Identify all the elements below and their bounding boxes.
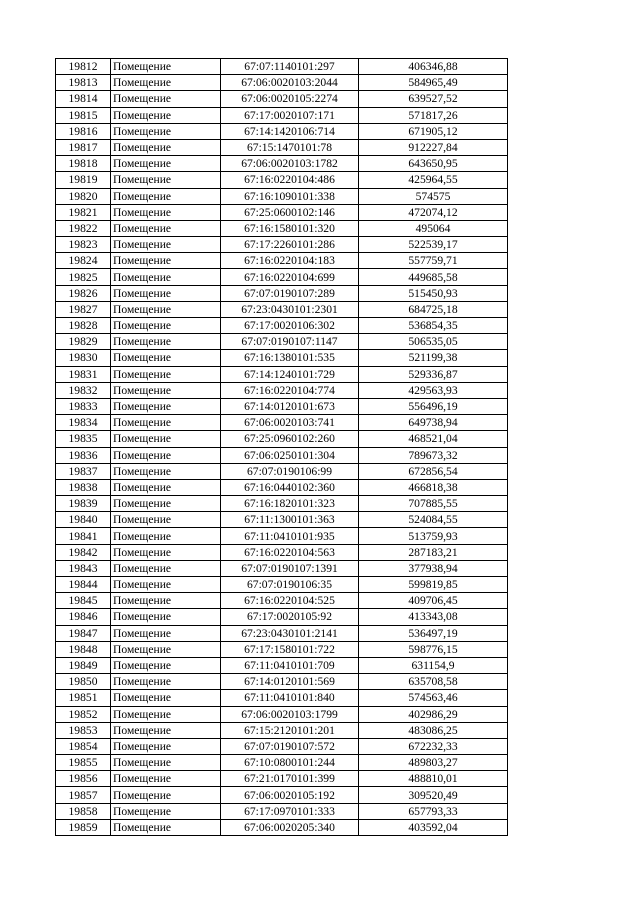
- table-row: [56, 577, 508, 593]
- value-cell: 402986,29: [359, 706, 508, 722]
- cadastral-number-cell: 67:15:2120101:201: [221, 722, 359, 738]
- object-type-cell: Помещение: [111, 431, 221, 447]
- cadastral-number-cell: 67:11:0410101:709: [221, 657, 359, 673]
- table-row: [56, 269, 508, 285]
- object-type-cell: Помещение: [111, 674, 221, 690]
- value-cell: 574575: [359, 188, 508, 204]
- cadastral-number-cell: 67:21:0170101:399: [221, 771, 359, 787]
- object-type-cell: Помещение: [111, 803, 221, 819]
- row-number-cell: 19849: [56, 657, 111, 673]
- cadastral-number-cell: 67:16:0220104:183: [221, 253, 359, 269]
- table-row: [56, 188, 508, 204]
- value-cell: 672232,33: [359, 738, 508, 754]
- value-cell: 472074,12: [359, 204, 508, 220]
- cadastral-number-cell: 67:23:0430101:2301: [221, 301, 359, 317]
- table-row: [56, 334, 508, 350]
- table-row: [56, 738, 508, 754]
- object-type-cell: Помещение: [111, 577, 221, 593]
- table-row: [56, 253, 508, 269]
- table-row: [56, 415, 508, 431]
- table-row: [56, 819, 508, 835]
- value-cell: 707885,55: [359, 496, 508, 512]
- table-row: [56, 301, 508, 317]
- value-cell: 377938,94: [359, 560, 508, 576]
- cadastral-number-cell: 67:16:1820101:323: [221, 496, 359, 512]
- object-type-cell: Помещение: [111, 819, 221, 835]
- row-number-cell: 19829: [56, 334, 111, 350]
- row-number-cell: 19813: [56, 75, 111, 91]
- cadastral-number-cell: 67:11:0410101:935: [221, 528, 359, 544]
- object-type-cell: Помещение: [111, 107, 221, 123]
- value-cell: 413343,08: [359, 609, 508, 625]
- value-cell: 599819,85: [359, 577, 508, 593]
- object-type-cell: Помещение: [111, 463, 221, 479]
- value-cell: 403592,04: [359, 819, 508, 835]
- cadastral-number-cell: 67:16:0220104:525: [221, 593, 359, 609]
- row-number-cell: 19853: [56, 722, 111, 738]
- value-cell: 536497,19: [359, 625, 508, 641]
- value-cell: 557759,71: [359, 253, 508, 269]
- object-type-cell: Помещение: [111, 318, 221, 334]
- value-cell: 488810,01: [359, 771, 508, 787]
- value-cell: 671905,12: [359, 123, 508, 139]
- value-cell: 635708,58: [359, 674, 508, 690]
- object-type-cell: Помещение: [111, 479, 221, 495]
- value-cell: 429563,93: [359, 382, 508, 398]
- value-cell: 684725,18: [359, 301, 508, 317]
- value-cell: 515450,93: [359, 285, 508, 301]
- cadastral-number-cell: 67:17:2260101:286: [221, 237, 359, 253]
- table-row: [56, 366, 508, 382]
- object-type-cell: Помещение: [111, 738, 221, 754]
- table-row: [56, 593, 508, 609]
- table-row: [56, 528, 508, 544]
- cadastral-number-cell: 67:07:1140101:297: [221, 59, 359, 75]
- row-number-cell: 19838: [56, 479, 111, 495]
- object-type-cell: Помещение: [111, 512, 221, 528]
- value-cell: 425964,55: [359, 172, 508, 188]
- value-cell: 657793,33: [359, 803, 508, 819]
- object-type-cell: Помещение: [111, 560, 221, 576]
- cadastral-number-cell: 67:16:0440102:360: [221, 479, 359, 495]
- value-cell: 789673,32: [359, 447, 508, 463]
- row-number-cell: 19830: [56, 350, 111, 366]
- row-number-cell: 19852: [56, 706, 111, 722]
- row-number-cell: 19817: [56, 139, 111, 155]
- value-cell: 468521,04: [359, 431, 508, 447]
- row-number-cell: 19820: [56, 188, 111, 204]
- table-row: [56, 496, 508, 512]
- row-number-cell: 19836: [56, 447, 111, 463]
- row-number-cell: 19839: [56, 496, 111, 512]
- row-number-cell: 19841: [56, 528, 111, 544]
- row-number-cell: 19826: [56, 285, 111, 301]
- cadastral-number-cell: 67:06:0020105:192: [221, 787, 359, 803]
- row-number-cell: 19818: [56, 156, 111, 172]
- value-cell: 489803,27: [359, 755, 508, 771]
- table-row: [56, 350, 508, 366]
- cadastral-number-cell: 67:23:0430101:2141: [221, 625, 359, 641]
- table-row: [56, 91, 508, 107]
- value-cell: 643650,95: [359, 156, 508, 172]
- value-cell: 309520,49: [359, 787, 508, 803]
- table-row: [56, 512, 508, 528]
- object-type-cell: Помещение: [111, 285, 221, 301]
- table-row: [56, 479, 508, 495]
- cadastral-number-cell: 67:06:0250101:304: [221, 447, 359, 463]
- table-row: [56, 123, 508, 139]
- table-row: [56, 641, 508, 657]
- row-number-cell: 19859: [56, 819, 111, 835]
- row-number-cell: 19854: [56, 738, 111, 754]
- object-type-cell: Помещение: [111, 641, 221, 657]
- cadastral-number-cell: 67:16:1090101:338: [221, 188, 359, 204]
- value-cell: 639527,52: [359, 91, 508, 107]
- cadastral-number-cell: 67:14:0120101:569: [221, 674, 359, 690]
- row-number-cell: 19850: [56, 674, 111, 690]
- value-cell: 524084,55: [359, 512, 508, 528]
- table-row: [56, 220, 508, 236]
- cadastral-number-cell: 67:16:0220104:699: [221, 269, 359, 285]
- row-number-cell: 19831: [56, 366, 111, 382]
- cadastral-number-cell: 67:17:1580101:722: [221, 641, 359, 657]
- row-number-cell: 19837: [56, 463, 111, 479]
- object-type-cell: Помещение: [111, 593, 221, 609]
- table-row: [56, 318, 508, 334]
- cadastral-number-cell: 67:14:0120101:673: [221, 398, 359, 414]
- table-row: [56, 172, 508, 188]
- value-cell: 598776,15: [359, 641, 508, 657]
- object-type-cell: Помещение: [111, 188, 221, 204]
- cadastral-number-cell: 67:07:0190107:1147: [221, 334, 359, 350]
- row-number-cell: 19857: [56, 787, 111, 803]
- value-cell: 556496,19: [359, 398, 508, 414]
- row-number-cell: 19858: [56, 803, 111, 819]
- table-row: [56, 285, 508, 301]
- table-row: [56, 544, 508, 560]
- value-cell: 449685,58: [359, 269, 508, 285]
- table-row: [56, 690, 508, 706]
- table-row: [56, 722, 508, 738]
- value-cell: 409706,45: [359, 593, 508, 609]
- table-row: [56, 657, 508, 673]
- table-row: [56, 59, 508, 75]
- cadastral-number-cell: 67:16:0220104:486: [221, 172, 359, 188]
- cadastral-number-cell: 67:06:0020103:2044: [221, 75, 359, 91]
- object-type-cell: Помещение: [111, 609, 221, 625]
- cadastral-number-cell: 67:11:0410101:840: [221, 690, 359, 706]
- row-number-cell: 19843: [56, 560, 111, 576]
- value-cell: 631154,9: [359, 657, 508, 673]
- object-type-cell: Помещение: [111, 301, 221, 317]
- value-cell: 649738,94: [359, 415, 508, 431]
- object-type-cell: Помещение: [111, 755, 221, 771]
- object-type-cell: Помещение: [111, 787, 221, 803]
- table-row: [56, 75, 508, 91]
- row-number-cell: 19814: [56, 91, 111, 107]
- row-number-cell: 19844: [56, 577, 111, 593]
- row-number-cell: 19821: [56, 204, 111, 220]
- object-type-cell: Помещение: [111, 398, 221, 414]
- cadastral-number-cell: 67:25:0960102:260: [221, 431, 359, 447]
- cadastral-number-cell: 67:07:0190107:572: [221, 738, 359, 754]
- row-number-cell: 19851: [56, 690, 111, 706]
- object-type-cell: Помещение: [111, 415, 221, 431]
- cadastral-number-cell: 67:06:0020105:2274: [221, 91, 359, 107]
- table-row: [56, 787, 508, 803]
- object-type-cell: Помещение: [111, 447, 221, 463]
- table-row: [56, 609, 508, 625]
- row-number-cell: 19819: [56, 172, 111, 188]
- table-row: [56, 771, 508, 787]
- value-cell: 672856,54: [359, 463, 508, 479]
- object-type-cell: Помещение: [111, 172, 221, 188]
- row-number-cell: 19847: [56, 625, 111, 641]
- cadastral-number-cell: 67:07:0190107:1391: [221, 560, 359, 576]
- object-type-cell: Помещение: [111, 496, 221, 512]
- object-type-cell: Помещение: [111, 690, 221, 706]
- value-cell: 406346,88: [359, 59, 508, 75]
- row-number-cell: 19840: [56, 512, 111, 528]
- object-type-cell: Помещение: [111, 366, 221, 382]
- cadastral-number-cell: 67:17:0020107:171: [221, 107, 359, 123]
- object-type-cell: Помещение: [111, 334, 221, 350]
- value-cell: 495064: [359, 220, 508, 236]
- object-type-cell: Помещение: [111, 722, 221, 738]
- table-row: [56, 204, 508, 220]
- value-cell: 506535,05: [359, 334, 508, 350]
- row-number-cell: 19855: [56, 755, 111, 771]
- cadastral-number-cell: 67:17:0020105:92: [221, 609, 359, 625]
- value-cell: 571817,26: [359, 107, 508, 123]
- row-number-cell: 19832: [56, 382, 111, 398]
- object-type-cell: Помещение: [111, 237, 221, 253]
- table-row: [56, 237, 508, 253]
- value-cell: 466818,38: [359, 479, 508, 495]
- object-type-cell: Помещение: [111, 625, 221, 641]
- row-number-cell: 19816: [56, 123, 111, 139]
- object-type-cell: Помещение: [111, 91, 221, 107]
- object-type-cell: Помещение: [111, 204, 221, 220]
- table-row: [56, 382, 508, 398]
- object-type-cell: Помещение: [111, 382, 221, 398]
- table-row: [56, 755, 508, 771]
- row-number-cell: 19824: [56, 253, 111, 269]
- object-type-cell: Помещение: [111, 544, 221, 560]
- cadastral-number-cell: 67:25:0600102:146: [221, 204, 359, 220]
- row-number-cell: 19823: [56, 237, 111, 253]
- object-type-cell: Помещение: [111, 156, 221, 172]
- row-number-cell: 19828: [56, 318, 111, 334]
- cadastral-number-cell: 67:07:0190106:99: [221, 463, 359, 479]
- cadastral-number-cell: 67:07:0190106:35: [221, 577, 359, 593]
- table-row: [56, 803, 508, 819]
- table-row: [56, 560, 508, 576]
- cadastral-number-cell: 67:14:1420106:714: [221, 123, 359, 139]
- value-cell: 912227,84: [359, 139, 508, 155]
- object-type-cell: Помещение: [111, 269, 221, 285]
- value-cell: 584965,49: [359, 75, 508, 91]
- table-row: [56, 156, 508, 172]
- cadastral-number-cell: 67:15:1470101:78: [221, 139, 359, 155]
- value-cell: 536854,35: [359, 318, 508, 334]
- row-number-cell: 19846: [56, 609, 111, 625]
- cadastral-number-cell: 67:16:1380101:535: [221, 350, 359, 366]
- table-row: [56, 431, 508, 447]
- cadastral-number-cell: 67:14:1240101:729: [221, 366, 359, 382]
- object-type-cell: Помещение: [111, 771, 221, 787]
- value-cell: 529336,87: [359, 366, 508, 382]
- cadastral-number-cell: 67:06:0020205:340: [221, 819, 359, 835]
- row-number-cell: 19825: [56, 269, 111, 285]
- property-table: [55, 58, 508, 836]
- table-row: [56, 674, 508, 690]
- row-number-cell: 19845: [56, 593, 111, 609]
- object-type-cell: Помещение: [111, 139, 221, 155]
- row-number-cell: 19848: [56, 641, 111, 657]
- table-body: [56, 59, 508, 836]
- row-number-cell: 19856: [56, 771, 111, 787]
- object-type-cell: Помещение: [111, 220, 221, 236]
- row-number-cell: 19815: [56, 107, 111, 123]
- value-cell: 522539,17: [359, 237, 508, 253]
- row-number-cell: 19827: [56, 301, 111, 317]
- row-number-cell: 19834: [56, 415, 111, 431]
- row-number-cell: 19842: [56, 544, 111, 560]
- object-type-cell: Помещение: [111, 350, 221, 366]
- table-row: [56, 398, 508, 414]
- value-cell: 574563,46: [359, 690, 508, 706]
- object-type-cell: Помещение: [111, 706, 221, 722]
- cadastral-number-cell: 67:11:1300101:363: [221, 512, 359, 528]
- object-type-cell: Помещение: [111, 123, 221, 139]
- object-type-cell: Помещение: [111, 528, 221, 544]
- cadastral-number-cell: 67:10:0800101:244: [221, 755, 359, 771]
- row-number-cell: 19812: [56, 59, 111, 75]
- table-row: [56, 463, 508, 479]
- object-type-cell: Помещение: [111, 657, 221, 673]
- object-type-cell: Помещение: [111, 59, 221, 75]
- table-row: [56, 625, 508, 641]
- document-page: [55, 58, 507, 836]
- cadastral-number-cell: 67:16:0220104:563: [221, 544, 359, 560]
- cadastral-number-cell: 67:06:0020103:1782: [221, 156, 359, 172]
- cadastral-number-cell: 67:06:0020103:741: [221, 415, 359, 431]
- table-row: [56, 447, 508, 463]
- cadastral-number-cell: 67:16:0220104:774: [221, 382, 359, 398]
- row-number-cell: 19822: [56, 220, 111, 236]
- cadastral-number-cell: 67:16:1580101:320: [221, 220, 359, 236]
- table-row: [56, 706, 508, 722]
- value-cell: 521199,38: [359, 350, 508, 366]
- cadastral-number-cell: 67:06:0020103:1799: [221, 706, 359, 722]
- cadastral-number-cell: 67:17:0970101:333: [221, 803, 359, 819]
- row-number-cell: 19835: [56, 431, 111, 447]
- row-number-cell: 19833: [56, 398, 111, 414]
- value-cell: 483086,25: [359, 722, 508, 738]
- object-type-cell: Помещение: [111, 75, 221, 91]
- cadastral-number-cell: 67:17:0020106:302: [221, 318, 359, 334]
- table-row: [56, 139, 508, 155]
- value-cell: 287183,21: [359, 544, 508, 560]
- value-cell: 513759,93: [359, 528, 508, 544]
- cadastral-number-cell: 67:07:0190107:289: [221, 285, 359, 301]
- table-row: [56, 107, 508, 123]
- object-type-cell: Помещение: [111, 253, 221, 269]
